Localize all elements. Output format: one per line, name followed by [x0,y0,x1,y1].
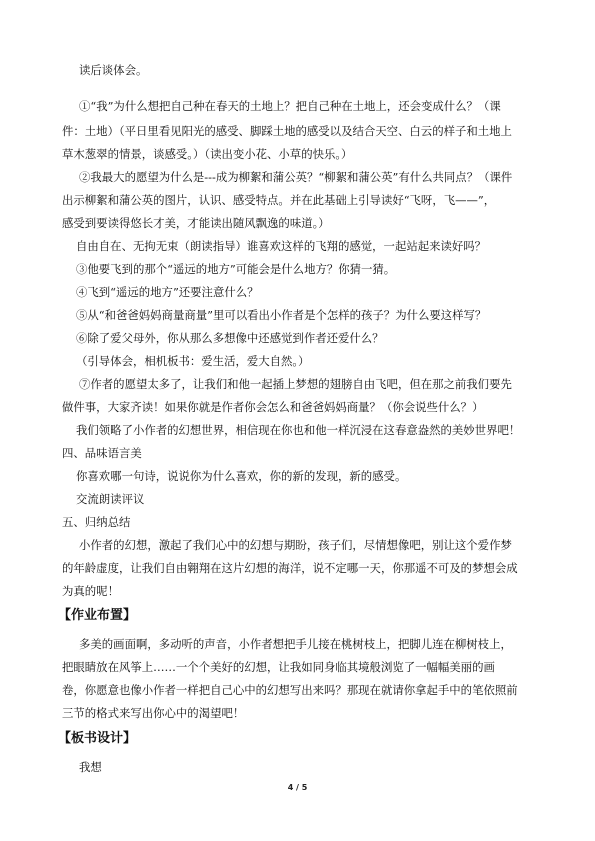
section-heading: 四、品味语言美 [62,446,142,460]
section-heading: 五、归纳总结 [62,515,131,529]
text-line: 自由自在、无拘无束（朗读指导）谁喜欢这样的飞翔的感觉，一起站起来读好吗？ [76,239,487,253]
text-line: （引导体会，相机板书：爱生活，爱大自然。） [76,354,310,368]
section-heading-board-design: 【板书设计】 [58,731,137,746]
text-line: ③他要飞到的那个“遥远的地方”可能会是什么地方？你猜一猜。 [76,262,396,276]
text-line: 读后谈体会。 [79,63,148,77]
text-line: 交流朗读评议 [76,492,145,506]
text-line: ②我最大的愿望为什么是---成为柳絮和蒲公英？“柳絮和蒲公英”有什么共同点？（课件 [79,170,513,184]
text-line: ④飞到“遥远的地方”还要注意什么？ [76,285,259,299]
text-line: ⑥除了爱父母外，你从那么多想像中还感觉到作者还爱什么？ [76,331,384,345]
section-heading-homework: 【作业布置】 [58,608,137,623]
text-line: 你喜欢哪一句诗，说说你为什么喜欢，你的新的发现，新的感受。 [76,469,407,483]
text-line: 做件事，大家齐读！如果你就是作者你会怎么和爸爸妈妈商量？（你会说些什么？） [62,400,484,414]
text-line: 我们领略了小作者的幻想世界，相信现在你也和他一样沉浸在这春意盎然的美妙世界吧！ [76,423,521,437]
text-line: ⑤从“和爸爸妈妈商量商量”里可以看出小作者是个怎样的孩子？为什么要这样写？ [76,308,487,322]
page-number: 4 / 5 [287,783,308,792]
text-line: 为真的呢！ [62,584,119,598]
text-line: 三节的格式来写出你心中的渴望吧！ [62,706,245,720]
text-line: 出示柳絮和蒲公英的图片，认识、感受特点。并在此基础上引导读好“飞呀，飞——”， [62,193,496,207]
text-line: 我想 [79,760,102,774]
text-line: 件：土地）（平日里看见阳光的感受、脚踩土地的感受以及结合天空、白云的样子和土地上 [62,124,512,138]
text-line: 的年龄虚度，让我们自由翱翔在这片幻想的海洋，说不定哪一天，你那遥不可及的梦想会成 [62,561,518,575]
text-line: 卷，你愿意也像小作者一样把自己心中的幻想写出来吗？那现在就请你拿起手中的笔依照前 [62,683,518,697]
text-line: ①“我”为什么想把自己种在春天的土地上？把自己种在土地上，还会变成什么？（课 [79,99,501,113]
text-line: 多美的画面啊，多动听的声音，小作者想把手儿接在桃树枝上，把脚儿连在柳树枝上， [79,637,512,651]
text-line: 把眼睛放在风筝上……一个个美好的幻想，让我如同身临其境般浏览了一幅幅美丽的画 [62,660,495,674]
text-line: 感受到要读得悠长才美，才能读出随风飘逸的味道。） [62,216,330,230]
text-line: 草木葱翠的情景，谈感受。）（读出变小花、小草的快乐。） [62,147,353,161]
text-line: 小作者的幻想，激起了我们心中的幻想与期盼，孩子们，尽情想像吧，别让这个爱作梦 [79,538,512,552]
text-line: ⑦作者的愿望太多了，让我们和他一起插上梦想的翅膀自由飞吧，但在那之前我们要先 [79,377,512,391]
